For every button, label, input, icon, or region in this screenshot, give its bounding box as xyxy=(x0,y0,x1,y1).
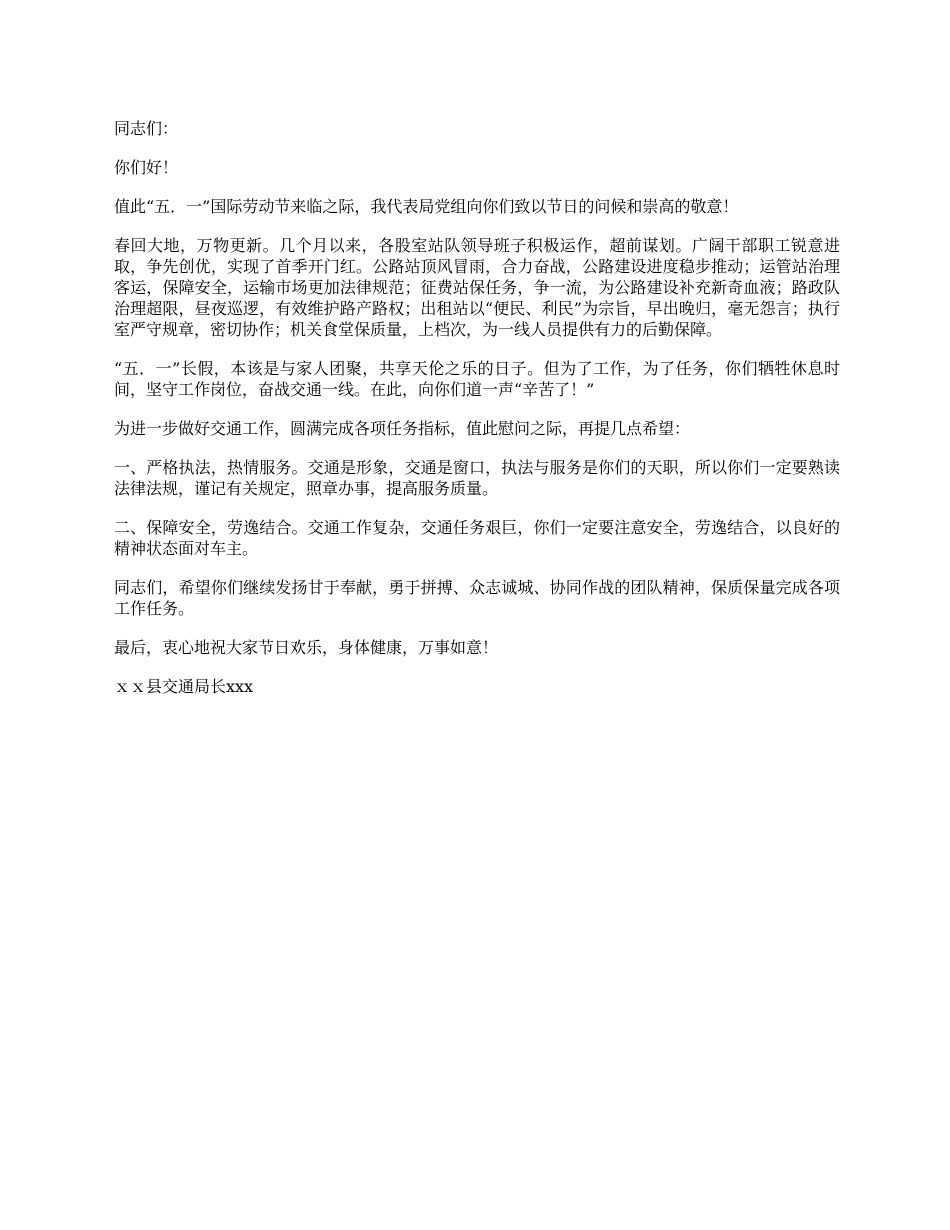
greeting: 你们好！ xyxy=(114,158,179,177)
hope-item-2: 二、保障安全，劳逸结合。交通工作复杂，交通任务艰巨，你们一定要注意安全，劳逸结合，以良好的精神状态面对车主。 xyxy=(114,518,840,558)
hopes-intro-paragraph: 为进一步做好交通工作，圆满完成各项任务指标，值此慰问之际，再提几点希望： xyxy=(114,419,691,438)
closing-appeal-paragraph: 同志们，希望你们继续发扬甘于奉献，勇于拼搏、众志诚城、协同作战的团队精神，保质保量完成各项工作任务。 xyxy=(114,578,840,618)
opening-paragraph: 值此“五．一”国际劳动节来临之际，我代表局党组向你们致以节日的问候和崇高的敬意！ xyxy=(114,197,739,216)
signature: ｘｘ县交通局长xxx xyxy=(114,677,254,696)
hope-item-1: 一、严格执法，热情服务。交通是形象，交通是窗口，执法与服务是你们的天职，所以你们一定要熟读法律法规，谨记有关规定，照章办事，提高服务质量。 xyxy=(114,458,840,498)
holiday-paragraph: “五．一”长假，本该是与家人团聚，共享天伦之乐的日子。但为了工作，为了任务，你们牺牲休息时间，坚守工作岗位，奋战交通一线。在此，向你们道一声“辛苦了！” xyxy=(114,359,840,399)
achievements-paragraph: 春回大地，万物更新。几个月以来，各股室站队领导班子积极运作，超前谋划。广阔干部职工锐意进取，争先创优，实现了首季开门红。公路站顶风冒雨，合力奋战，公路建设进度稳步推动；运管站治理客运，保障安全，运输市场更加法律规范；征费站保任务，争一流，为公路建设补充新奇血液；路政队治理超限，昼夜巡逻，有效维护路产路权；出租站以“便民、利民”为宗旨，早出晚归，毫无怨言；执行室严守规章，密切协作；机关食堂保质量，上档次，为一线人员提供有力的后勤保障。 xyxy=(114,236,840,339)
final-wish-paragraph: 最后，衷心地祝大家节日欢乐，身体健康，万事如意！ xyxy=(114,638,499,657)
salutation: 同志们： xyxy=(114,119,179,138)
letter-body xyxy=(114,118,840,715)
